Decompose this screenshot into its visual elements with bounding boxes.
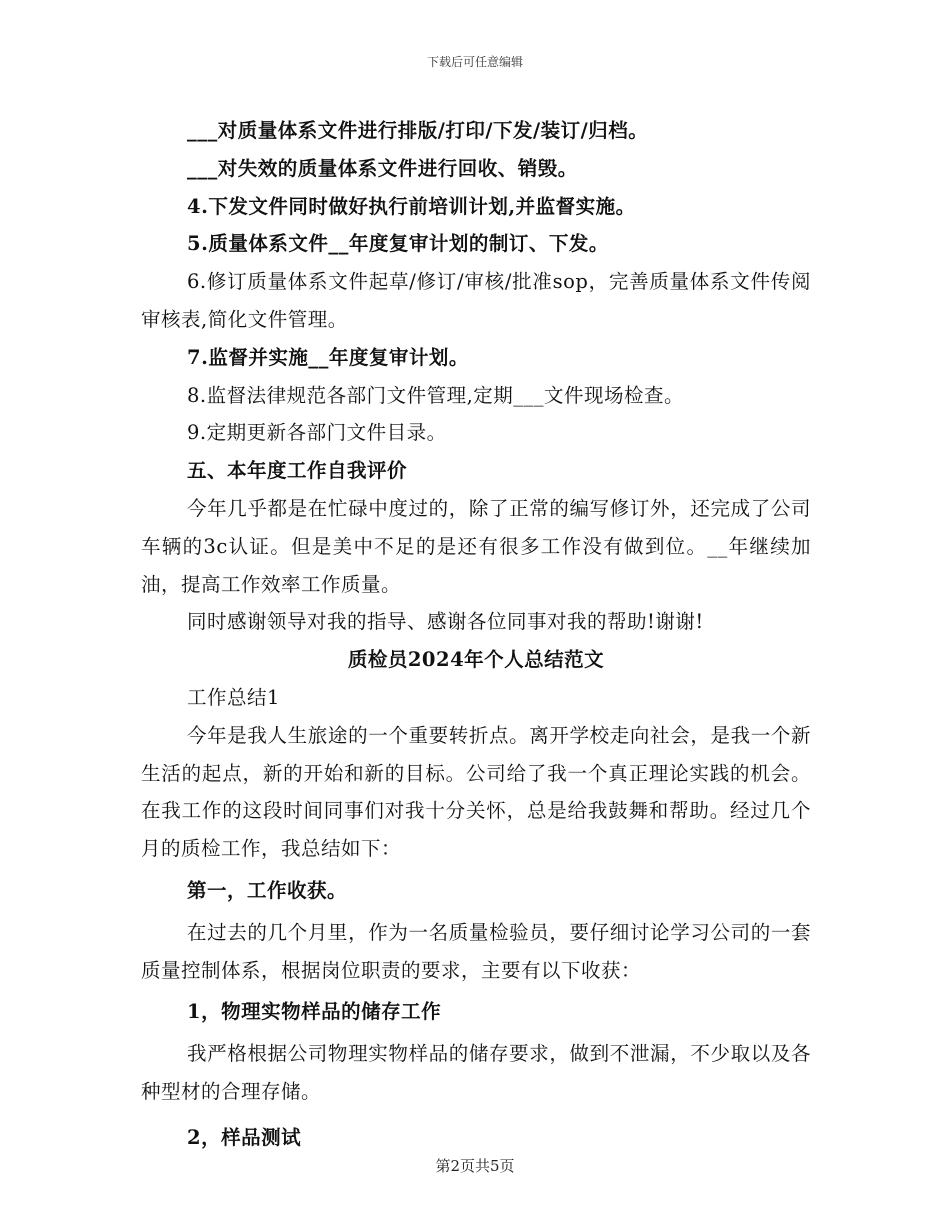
paragraph-sample-storage: 我严格根据公司物理实物样品的储存要求，做到不泄漏，不少取以及各种型材的合理存储。 — [141, 1042, 811, 1103]
page-header: 下载后可任意编辑 — [426, 55, 523, 69]
heading-work-gains: 第一，工作收获。 — [187, 878, 348, 902]
paragraph-intro: 今年是我人生旅途的一个重要转折点。离开学校走向社会，是我一个新生活的起点，新的开始和新的目标。公司给了我一个真正理论实践的机会。在我工作的这段时间同事们对我十分关怀，总是给我鼓舞和帮助。经过几个月的质检工作，我总结如下： — [141, 723, 811, 861]
paragraph-5: 6.修订质量体系文件起草/修订/审核/批准sop，完善质量体系文件传阅审核表,简化文件管理。 — [141, 270, 811, 331]
document-body — [141, 112, 811, 1157]
page-footer: 第2页共5页 — [435, 1157, 515, 1175]
paragraph-3: 4.下发文件同时做好执行前培训计划,并监督实施。 — [187, 194, 636, 218]
heading-sample-storage: 1，物理实物样品的储存工作 — [187, 1000, 442, 1024]
paragraph-gains: 在过去的几个月里，作为一名质量检验员，要仔细讨论学习公司的一套质量控制体系，根据岗位职责的要求，主要有以下收获： — [141, 920, 811, 982]
paragraph-6: 7.监督并实施__年度复审计划。 — [187, 345, 469, 369]
section-heading: 五、本年度工作自我评价 — [187, 459, 408, 483]
paragraph-7: 8.监督法律规范各部门文件管理,定期___文件现场检查。 — [187, 383, 685, 407]
paragraph-thanks: 同时感谢领导对我的指导、感谢各位同事对我的帮助!谢谢! — [187, 610, 704, 634]
paragraph-self-evaluation: 今年几乎都是在忙碌中度过的，除了正常的编写修订外，还完成了公司车辆的3c认证。但是美中不足的是还有很多工作没有做到位。__年继续加油，提高工作效率工作质量。 — [141, 496, 811, 596]
paragraph-4: 5.质量体系文件__年度复审计划的制订、下发。 — [187, 232, 609, 256]
subheading-work-summary: 工作总结1 — [187, 685, 280, 709]
article-title: 质检员2024年个人总结范文 — [347, 648, 605, 672]
paragraph-2: ___对失效的质量体系文件进行回收、销毁。 — [187, 156, 578, 180]
heading-sample-testing: 2，样品测试 — [187, 1125, 302, 1149]
paragraph-8: 9.定期更新各部门文件目录。 — [187, 421, 447, 445]
paragraph-1: ___对质量体系文件进行排版/打印/下发/装订/归档。 — [187, 119, 649, 142]
